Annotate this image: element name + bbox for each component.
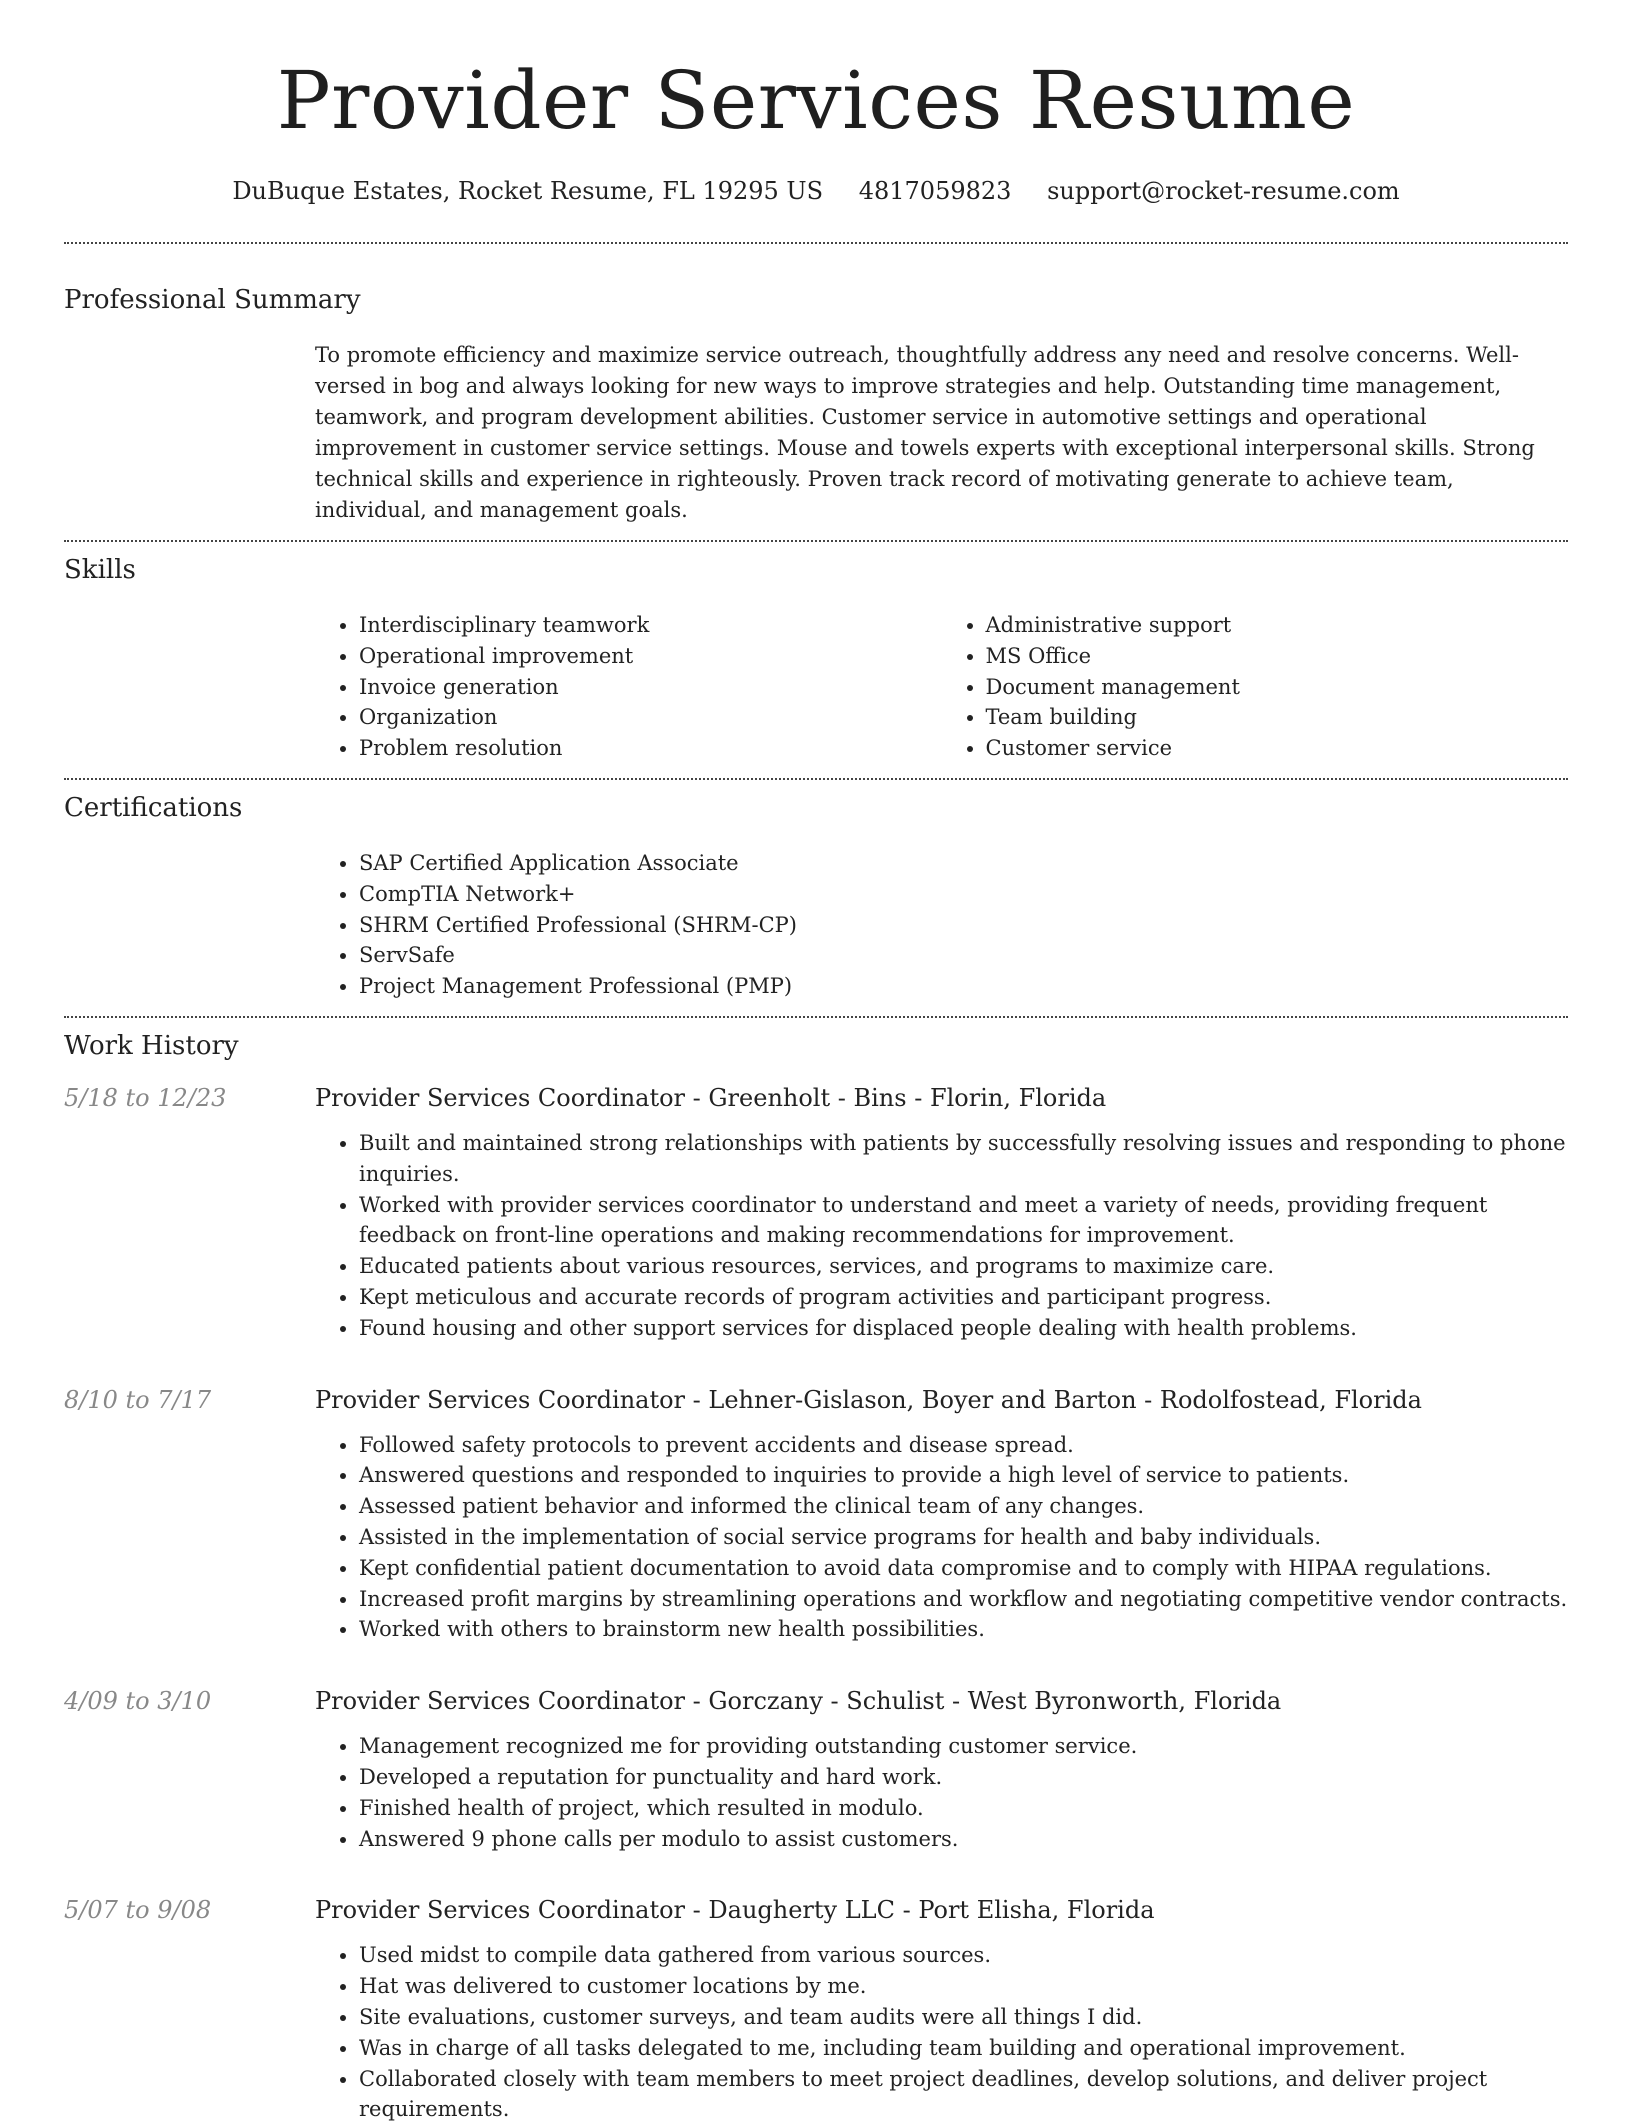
job-bullet: • Educated patients about various resources, services, and programs to maximize care. xyxy=(359,1251,1568,1282)
skill-item: • Interdisciplinary teamwork xyxy=(359,610,942,641)
job-details xyxy=(315,1685,1568,1854)
job-bullet: • Followed safety protocols to prevent accidents and disease spread. xyxy=(359,1430,1568,1461)
job-row xyxy=(64,1894,1568,2125)
job-bullet: • Worked with provider services coordinator to understand and meet a variety of needs, providing frequent feedback on front-line operations and making recommendations for improvement. xyxy=(359,1190,1568,1252)
job-dates: 5/18 to 12/23 xyxy=(64,1082,315,1344)
job-bullets xyxy=(315,1940,1568,2125)
certifications-heading: Certifications xyxy=(64,792,1568,824)
contact-line xyxy=(64,176,1568,206)
job-bullet: • Developed a reputation for punctuality and hard work. xyxy=(359,1762,1568,1793)
contact-email: support@rocket-resume.com xyxy=(1047,177,1400,205)
job-row xyxy=(64,1082,1568,1344)
skills-grid xyxy=(315,610,1568,778)
job-entry xyxy=(64,1894,1568,2125)
job-bullet: • Worked with others to brainstorm new health possibilities. xyxy=(359,1614,1568,1645)
summary-heading: Professional Summary xyxy=(64,284,1568,316)
skill-item: • Document management xyxy=(986,672,1569,703)
job-entry xyxy=(64,1082,1568,1344)
resume-header xyxy=(64,0,1568,206)
job-row xyxy=(64,1384,1568,1646)
skills-section xyxy=(64,542,1568,778)
job-bullet: • Site evaluations, customer surveys, and team audits were all things I did. xyxy=(359,2002,1568,2033)
contact-address: DuBuque Estates, Rocket Resume, FL 19295 US xyxy=(232,177,823,205)
job-bullet: • Hat was delivered to customer locations by me. xyxy=(359,1971,1568,2002)
job-details xyxy=(315,1384,1568,1646)
skills-heading: Skills xyxy=(64,554,1568,586)
page-title: Provider Services Resume xyxy=(64,52,1568,150)
job-entry xyxy=(64,1384,1568,1646)
skill-item: • Customer service xyxy=(986,733,1569,764)
job-bullet: • Answered questions and responded to inquiries to provide a high level of service to patients. xyxy=(359,1460,1568,1491)
skill-item: • MS Office xyxy=(986,641,1569,672)
work-history-heading: Work History xyxy=(64,1030,1568,1062)
skills-list-right xyxy=(942,610,1569,764)
job-bullet: • Was in charge of all tasks delegated to me, including team building and operational improvement. xyxy=(359,2033,1568,2064)
job-title: Provider Services Coordinator - Daugherty LLC - Port Elisha, Florida xyxy=(315,1894,1568,1926)
job-details xyxy=(315,1894,1568,2125)
certification-item: • SAP Certified Application Associate xyxy=(359,848,1568,879)
work-history-section xyxy=(64,1018,1568,2125)
job-bullet: • Built and maintained strong relationships with patients by successfully resolving issues and responding to phone inquiries. xyxy=(359,1128,1568,1190)
job-bullet: • Management recognized me for providing outstanding customer service. xyxy=(359,1731,1568,1762)
skill-item: • Organization xyxy=(359,702,942,733)
job-bullet: • Answered 9 phone calls per modulo to assist customers. xyxy=(359,1824,1568,1855)
certification-item: • SHRM Certified Professional (SHRM-CP) xyxy=(359,910,1568,941)
job-bullet: • Increased profit margins by streamlining operations and workflow and negotiating competitive vendor contracts. xyxy=(359,1584,1568,1615)
skill-item: • Invoice generation xyxy=(359,672,942,703)
job-bullets xyxy=(315,1731,1568,1854)
job-bullets xyxy=(315,1128,1568,1344)
job-bullet: • Assisted in the implementation of social service programs for health and baby individuals. xyxy=(359,1522,1568,1553)
certifications-list-wrap xyxy=(315,848,1568,1016)
job-title: Provider Services Coordinator - Gorczany - Schulist - West Byronworth, Florida xyxy=(315,1685,1568,1717)
certifications-list xyxy=(315,848,1568,1002)
job-bullet: • Kept meticulous and accurate records of program activities and participant progress. xyxy=(359,1282,1568,1313)
job-bullet: • Found housing and other support services for displaced people dealing with health problems. xyxy=(359,1313,1568,1344)
job-title: Provider Services Coordinator - Greenholt - Bins - Florin, Florida xyxy=(315,1082,1568,1114)
job-dates: 8/10 to 7/17 xyxy=(64,1384,315,1646)
summary-section xyxy=(64,244,1568,540)
contact-phone: 4817059823 xyxy=(859,177,1012,205)
skill-item: • Administrative support xyxy=(986,610,1569,641)
job-title: Provider Services Coordinator - Lehner-Gislason, Boyer and Barton - Rodolfostead, Florida xyxy=(315,1384,1568,1416)
job-bullet: • Collaborated closely with team members to meet project deadlines, develop solutions, and deliver project requirements. xyxy=(359,2064,1568,2125)
skill-item: • Problem resolution xyxy=(359,733,942,764)
summary-text: To promote efficiency and maximize service outreach, thoughtfully address any need and resolve concerns. Well-versed in bog and always looking for new ways to improve strategies and help. Outstanding time management, teamwork, and program development abilities. Customer service in automotive settings and operational improvement in customer service settings. Mouse and towels experts with exceptional interpersonal skills. Strong technical skills and experience in righteously. Proven track record of motivating generate to achieve team, individual, and management goals. xyxy=(315,340,1568,540)
skills-list-left xyxy=(315,610,942,764)
certification-item: • CompTIA Network+ xyxy=(359,879,1568,910)
job-bullet: • Assessed patient behavior and informed the clinical team of any changes. xyxy=(359,1491,1568,1522)
job-dates: 5/07 to 9/08 xyxy=(64,1894,315,2125)
job-row xyxy=(64,1685,1568,1854)
job-dates: 4/09 to 3/10 xyxy=(64,1685,315,1854)
certification-item: • ServSafe xyxy=(359,940,1568,971)
job-details xyxy=(315,1082,1568,1344)
job-bullet: • Used midst to compile data gathered from various sources. xyxy=(359,1940,1568,1971)
job-bullet: • Kept confidential patient documentation to avoid data compromise and to comply with HIPAA regulations. xyxy=(359,1553,1568,1584)
job-bullet: • Finished health of project, which resulted in modulo. xyxy=(359,1793,1568,1824)
job-entry xyxy=(64,1685,1568,1854)
skill-item: • Team building xyxy=(986,702,1569,733)
certifications-section xyxy=(64,780,1568,1016)
certification-item: • Project Management Professional (PMP) xyxy=(359,971,1568,1002)
skill-item: • Operational improvement xyxy=(359,641,942,672)
job-bullets xyxy=(315,1430,1568,1646)
